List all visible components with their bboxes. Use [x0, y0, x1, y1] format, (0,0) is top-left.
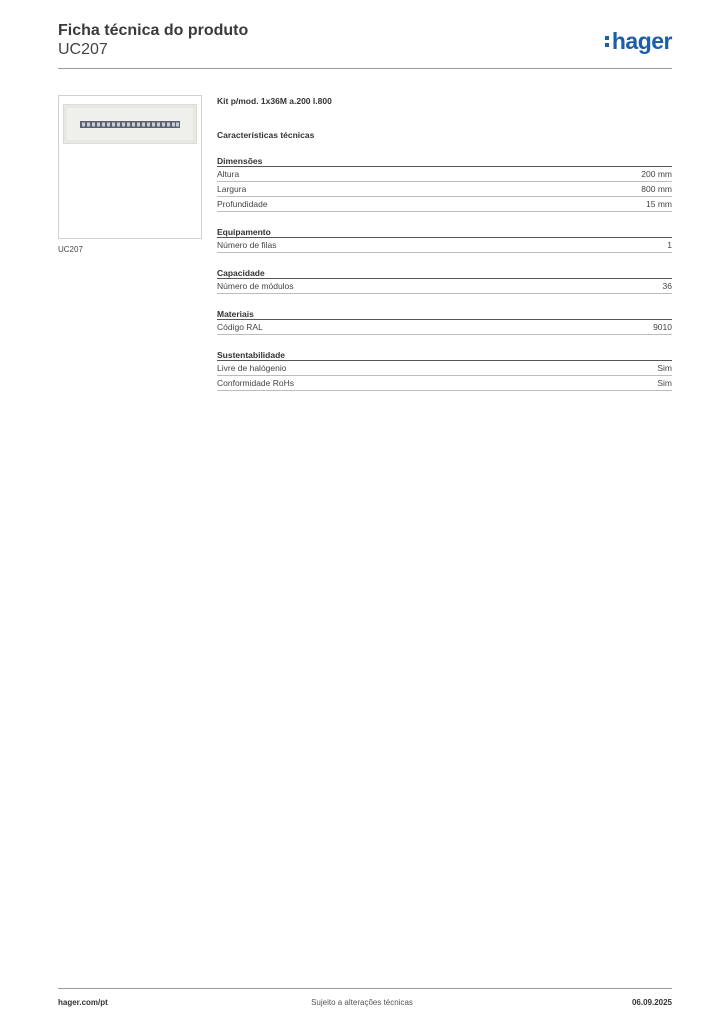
spec-row: [217, 197, 672, 212]
spec-value: 1: [667, 240, 672, 250]
spec-label: Número de módulos: [217, 281, 294, 291]
spec-row: [217, 376, 672, 391]
page-header: [58, 22, 672, 68]
hager-logo: [605, 28, 672, 55]
spec-section-materiais: [217, 308, 672, 335]
spec-label: Livre de halógenio: [217, 363, 287, 373]
spec-row: [217, 182, 672, 197]
footer-website-link[interactable]: hager.com/pt: [58, 998, 108, 1007]
product-panel-image: [63, 104, 197, 144]
spec-label: Conformidade RoHs: [217, 378, 295, 388]
spec-section-dimensoes: [217, 155, 672, 212]
section-title: Materiais: [217, 308, 672, 320]
spec-row: [217, 238, 672, 253]
logo-text: hager: [611, 28, 672, 54]
product-image-caption: UC207: [58, 245, 83, 254]
specs-heading: Características técnicas: [217, 130, 315, 140]
spec-value: Sim: [657, 378, 672, 388]
spec-row: [217, 279, 672, 294]
footer-date: 06.09.2025: [631, 998, 672, 1007]
spec-label: Código RAL: [217, 322, 263, 332]
spec-value: 800 mm: [641, 184, 672, 194]
spec-label: Profundidade: [217, 199, 268, 209]
footer-note: Sujeito a alterações técnicas: [311, 998, 413, 1007]
spec-label: Altura: [217, 169, 240, 179]
header-divider: [58, 68, 672, 69]
spec-value: Sim: [657, 363, 672, 373]
spec-row: [217, 167, 672, 182]
product-image-frame: [58, 95, 202, 239]
specs-panel: [217, 95, 672, 391]
spec-value: 9010: [653, 322, 672, 332]
spec-value: 36: [662, 281, 672, 291]
spec-label: Largura: [217, 184, 247, 194]
spec-value: 15 mm: [646, 199, 672, 209]
spec-section-sustentabilidade: [217, 349, 672, 391]
page-title: Ficha técnica do produto: [58, 22, 249, 39]
spec-section-capacidade: [217, 267, 672, 294]
section-title: Dimensões: [217, 155, 672, 167]
product-code: UC207: [58, 41, 108, 58]
spec-value: 200 mm: [641, 169, 672, 179]
spec-section-equipamento: [217, 226, 672, 253]
product-name: Kit p/mod. 1x36M a.200 l.800: [217, 96, 332, 106]
spec-row: [217, 361, 672, 376]
spec-row: [217, 320, 672, 335]
section-title: Equipamento: [217, 226, 672, 238]
spec-label: Número de filas: [217, 240, 277, 250]
footer-divider: [58, 988, 672, 989]
section-title: Sustentabilidade: [217, 349, 672, 361]
logo-mark-icon: [605, 34, 610, 48]
section-title: Capacidade: [217, 267, 672, 279]
